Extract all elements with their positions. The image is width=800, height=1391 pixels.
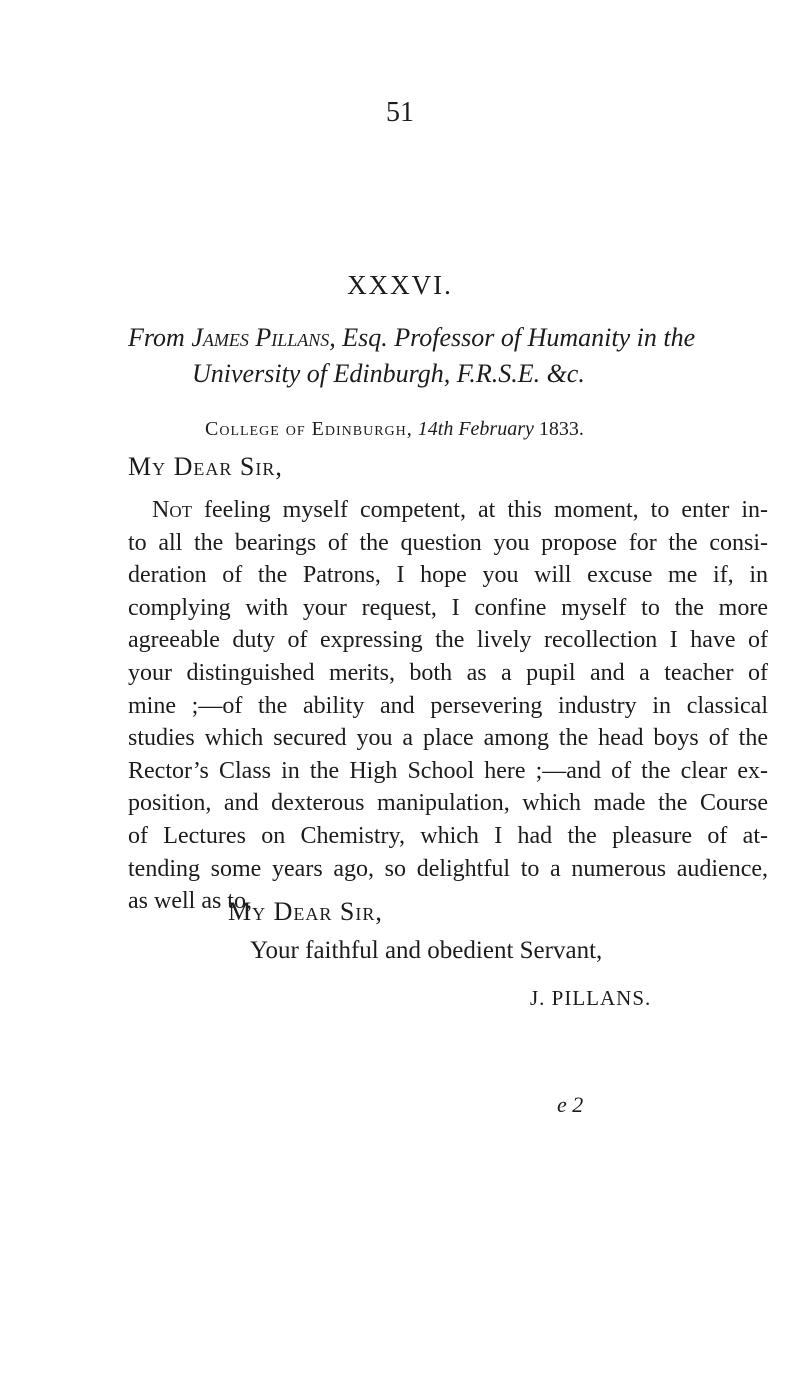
complimentary-close: Your faithful and obedient Servant, [250, 937, 603, 964]
signature-mark: e 2 [557, 1092, 584, 1117]
page-number: 51 [386, 97, 414, 128]
salutation: My Dear Sir, [128, 452, 283, 481]
body-line-11: of Lectures on Chemistry, which I had the pleasure of at- [128, 822, 768, 849]
dateline-year: 1833. [538, 418, 584, 440]
dateline [205, 418, 765, 441]
body-line-10: position, and dexterous manipulation, which made the Course [128, 790, 768, 817]
letter-attribution [128, 320, 768, 392]
signature: J. PILLANS. [530, 986, 652, 1010]
body-line-6: your distinguished merits, both as a pupil and a teacher of [128, 659, 768, 686]
dateline-date: 14th February [417, 418, 534, 440]
body-line-13: as well as to, [128, 888, 252, 915]
body-line-2: to all the bearings of the question you propose for the consi- [128, 529, 768, 556]
author-name: James Pillans [191, 323, 330, 352]
closing-salutation: My Dear Sir, [228, 897, 383, 926]
body-line-12: tending some years ago, so delightful to a numerous audience, [128, 855, 768, 882]
attribution-affiliation: University of Edinburgh, F.R.S.E. &c. [192, 359, 585, 388]
body-line-7: mine ;—of the ability and persevering industry in classical [128, 692, 768, 719]
body-line-9: Rector’s Class in the High School here ;—and of the clear ex- [128, 757, 768, 784]
body-line-8: studies which secured you a place among the head boys of the [128, 725, 768, 752]
letter-body [128, 494, 768, 918]
attribution-prefix: From [128, 323, 192, 352]
dateline-place: College of Edinburgh, [205, 418, 413, 440]
body-line-1: Not feeling myself competent, at this moment, to enter in- [152, 497, 768, 523]
opening-word: Not [152, 497, 192, 523]
attribution-title: , Esq. Professor of Humanity in the [329, 323, 696, 352]
body-line-3: deration of the Patrons, I hope you will excuse me if, in [128, 562, 768, 589]
body-line-4: complying with your request, I confine myself to the more [128, 594, 768, 621]
letter-number-heading: XXXVI. [347, 270, 453, 300]
body-line-5: agreeable duty of expressing the lively recollection I have of [128, 627, 768, 654]
